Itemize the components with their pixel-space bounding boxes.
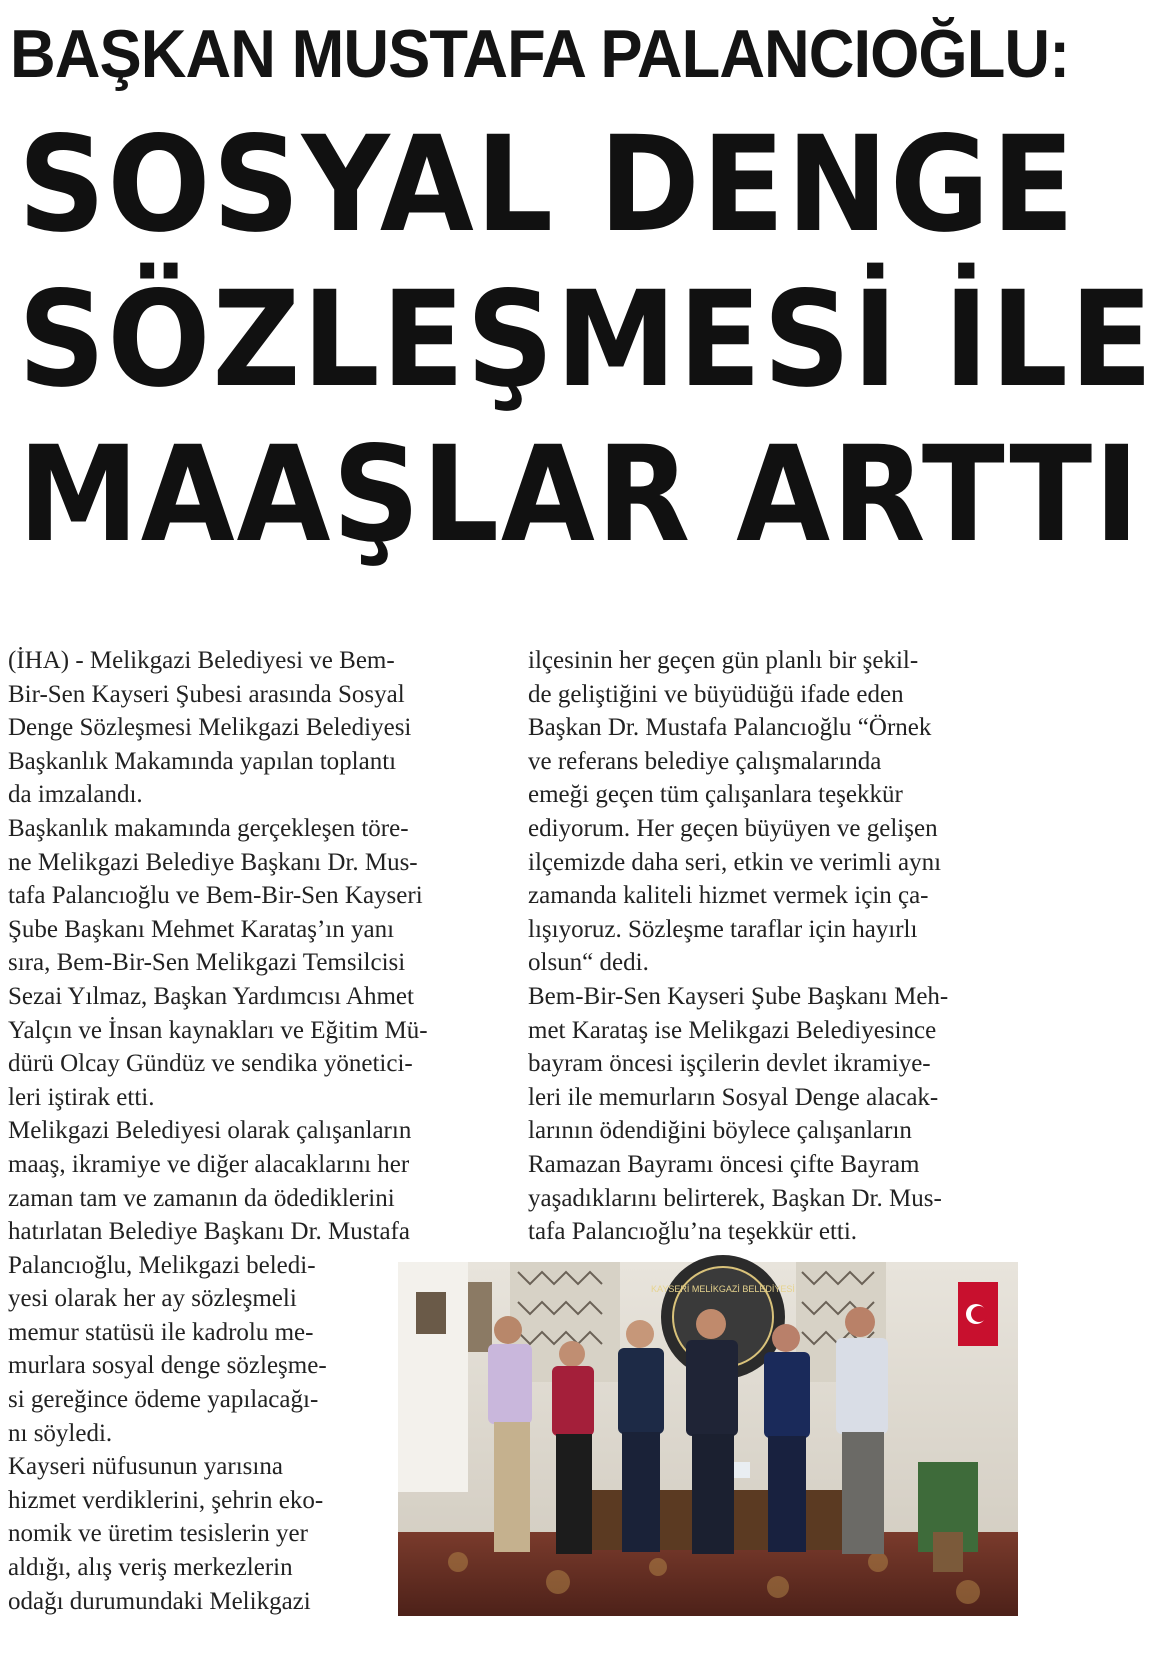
headline: [18, 108, 1155, 573]
body-line: tafa Palancıoğlu ve Bem-Bir-Sen Kayseri: [8, 882, 423, 910]
seal-text: KAYSERİ MELİKGAZİ BELEDİYESİ: [651, 1284, 795, 1294]
body-line: (İHA) - Melikgazi Belediyesi ve Bem-: [8, 647, 395, 674]
body-line: maaş, ikramiye ve diğer alacaklarını her: [8, 1150, 410, 1178]
body-line: Melikgazi Belediyesi olarak çalışanların: [8, 1117, 412, 1145]
headline-line: SOSYAL DENGE: [18, 108, 1077, 262]
body-line: Kayseri nüfusunun yarısına: [8, 1453, 283, 1481]
body-line: ediyorum. Her geçen büyüyen ve gelişen: [528, 814, 938, 842]
body-line: Başkan Dr. Mustafa Palancıoğlu “Örnek: [528, 714, 932, 742]
body-line: Şube Başkanı Mehmet Karataş’ın yanı: [8, 915, 395, 943]
body-line: ne Melikgazi Belediye Başkanı Dr. Mus-: [8, 848, 418, 876]
kicker: BAŞKAN MUSTAFA PALANCIOĞLU:: [10, 16, 1070, 92]
body-line: dürü Olcay Gündüz ve sendika yönetici-: [8, 1050, 413, 1078]
body-line: Denge Sözleşmesi Melikgazi Belediyesi: [8, 714, 412, 742]
body-line: ilçemizde daha seri, etkin ve verimli aynı: [528, 848, 942, 876]
body-line: nomik ve üretim tesislerin yer: [8, 1520, 308, 1548]
body-line: leri ile memurların Sosyal Denge alacak-: [528, 1083, 939, 1111]
body-line: memur statüsü ile kadrolu me-: [8, 1318, 314, 1346]
body-line: si gereğince ödeme yapılacağı-: [8, 1386, 319, 1414]
body-line: Ramazan Bayramı öncesi çifte Bayram: [528, 1150, 920, 1178]
body-line: lışıyoruz. Sözleşme taraflar için hayırlı: [528, 915, 918, 943]
body-column-right: [528, 644, 1014, 1249]
body-line: Başkanlık makamında gerçekleşen töre-: [8, 814, 409, 842]
photo-illustration: [398, 1262, 1018, 1616]
body-line: emeği geçen tüm çalışanlara teşekkür: [528, 781, 903, 809]
headline-line: MAAŞLAR ARTTI: [18, 418, 1142, 572]
body-line: odağı durumundaki Melikgazi: [8, 1587, 311, 1615]
body-line: da imzalandı.: [8, 781, 143, 809]
body-line: olsun“ dedi.: [528, 949, 649, 977]
body-line: ilçesinin her geçen gün planlı bir şekil-: [528, 647, 919, 674]
body-line: ve referans belediye çalışmalarında: [528, 747, 882, 775]
body-line: yesi olarak her ay sözleşmeli: [8, 1285, 297, 1313]
body-line: de geliştiğini ve büyüdüğü ifade eden: [528, 680, 904, 708]
body-line: Bir-Sen Kayseri Şubesi arasında Sosyal: [8, 680, 405, 708]
body-line: hatırlatan Belediye Başkanı Dr. Mustafa: [8, 1218, 410, 1246]
body-line: zamanda kaliteli hizmet vermek için ça-: [528, 882, 929, 910]
headline-line: SÖZLEŞMESİ İLE: [18, 263, 1155, 417]
body-line: Yalçın ve İnsan kaynakları ve Eğitim Mü-: [8, 1016, 428, 1044]
body-line: yaşadıklarını belirterek, Başkan Dr. Mus-: [528, 1184, 942, 1212]
body-line: hizmet verdiklerini, şehrin eko-: [8, 1486, 324, 1514]
body-line: met Karataş ise Melikgazi Belediyesince: [528, 1016, 937, 1044]
body-line: aldığı, alış veriş merkezlerin: [8, 1554, 293, 1582]
body-line: Sezai Yılmaz, Başkan Yardımcısı Ahmet: [8, 982, 414, 1010]
body-line: leri iştirak etti.: [8, 1083, 155, 1111]
body-line: zaman tam ve zamanın da ödediklerini: [8, 1184, 395, 1212]
body-line: Başkanlık Makamında yapılan toplantı: [8, 747, 397, 775]
body-line: Palancıoğlu, Melikgazi beledi-: [8, 1251, 316, 1279]
body-line: sıra, Bem-Bir-Sen Melikgazi Temsilcisi: [8, 949, 406, 977]
article-photo: [398, 1262, 1018, 1616]
body-line: tafa Palancıoğlu’na teşekkür etti.: [528, 1218, 858, 1246]
body-line: nı söyledi.: [8, 1419, 113, 1447]
body-line: bayram öncesi işçilerin devlet ikramiye-: [528, 1050, 931, 1078]
body-line: Bem-Bir-Sen Kayseri Şube Başkanı Meh-: [528, 982, 949, 1010]
body-line: murlara sosyal denge sözleşme-: [8, 1352, 327, 1380]
body-line: larının ödendiğini böylece çalışanların: [528, 1117, 912, 1145]
